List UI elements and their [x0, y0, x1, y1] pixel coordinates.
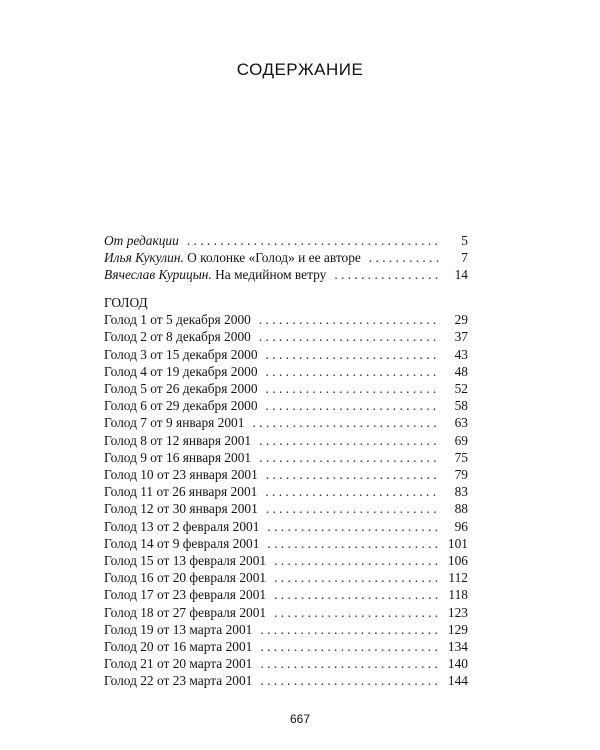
dot-leader — [265, 483, 440, 500]
toc-entry-title: Голод 2 от 8 декабря 2000 — [104, 329, 251, 345]
toc-entry-page: 52 — [454, 381, 468, 397]
toc-entry-page: 58 — [454, 398, 468, 414]
toc-entry-title: Голод 9 от 16 января 2001 — [104, 449, 252, 465]
toc-entry-title: Голод 6 от 29 декабря 2000 — [104, 398, 258, 414]
dot-leader — [260, 655, 440, 672]
toc-entry — [104, 518, 468, 535]
toc-entry-page: 75 — [454, 449, 468, 465]
dot-leader — [259, 432, 440, 449]
dot-leader — [266, 466, 440, 483]
toc-entry-page: 96 — [454, 518, 468, 534]
page-number: 667 — [289, 712, 311, 726]
toc-entry-page: 63 — [454, 415, 468, 431]
dot-leader — [266, 380, 440, 397]
toc-entry-title: Голод 18 от 27 февраля 2001 — [104, 604, 267, 620]
toc-entry-title-group — [104, 249, 361, 266]
toc-entry-title: Голод 19 от 13 марта 2001 — [104, 621, 253, 637]
toc-entry-page: 129 — [447, 621, 468, 637]
toc-entry-page: 123 — [447, 604, 468, 620]
toc-entry — [104, 672, 468, 689]
toc-entry — [104, 414, 468, 431]
dot-leader — [260, 621, 440, 638]
toc-entry — [104, 363, 468, 380]
toc-entry-page: 7 — [461, 250, 468, 266]
toc-entry-page: 101 — [447, 535, 468, 551]
dot-leader — [274, 552, 440, 569]
dot-leader — [266, 500, 440, 517]
dot-leader — [369, 249, 440, 266]
toc-entry — [104, 586, 468, 603]
toc-entry-title-group — [104, 266, 326, 283]
toc-entry-title: Голод 7 от 9 января 2001 — [104, 415, 245, 431]
toc-entry — [104, 535, 468, 552]
dot-leader — [267, 535, 440, 552]
page-title: СОДЕРЖАНИЕ — [236, 60, 364, 79]
toc-entry-page: 37 — [454, 329, 468, 345]
toc-entry — [104, 346, 468, 363]
toc-entry-title: О колонке «Голод» и ее авторе — [183, 250, 361, 266]
toc-entry-title: Голод 1 от 5 декабря 2000 — [104, 312, 251, 328]
dot-leader — [274, 604, 440, 621]
toc-entry-title: Голод 12 от 30 января 2001 — [104, 501, 258, 517]
dot-leader — [259, 449, 440, 466]
toc-front-matter — [104, 232, 468, 284]
toc-entry-title: Голод 3 от 15 декабря 2000 — [104, 346, 258, 362]
toc-entry-page: 144 — [447, 673, 468, 689]
toc-entry-title: Голод 20 от 16 марта 2001 — [104, 639, 253, 655]
toc-entry-page: 48 — [454, 363, 468, 379]
toc-entry-page: 14 — [454, 267, 468, 283]
toc-entry-title: Голод 5 от 26 декабря 2000 — [104, 381, 258, 397]
toc-entry — [104, 655, 468, 672]
toc-entry — [104, 483, 468, 500]
dot-leader — [266, 363, 440, 380]
toc-entry-page: 112 — [448, 570, 468, 586]
toc-entry-title: От редакции — [104, 233, 179, 248]
dot-leader — [274, 586, 440, 603]
toc-entry-title: Голод 17 от 23 февраля 2001 — [104, 587, 267, 603]
toc-entry — [104, 638, 468, 655]
toc-entry-title: Голод 13 от 2 февраля 2001 — [104, 518, 260, 534]
toc-entry — [104, 604, 468, 621]
toc-entry — [104, 466, 468, 483]
toc-entry — [104, 552, 468, 569]
toc-entry — [104, 621, 468, 638]
toc-entry-title: Голод 8 от 12 января 2001 — [104, 432, 252, 448]
toc-entry-title: Голод 22 от 23 марта 2001 — [104, 673, 253, 689]
toc-entry-author: Вячеслав Курицын. — [104, 267, 212, 283]
dot-leader — [266, 397, 440, 414]
dot-leader — [187, 232, 440, 249]
dot-leader — [334, 266, 440, 283]
toc-entry-page: 118 — [448, 587, 468, 603]
dot-leader — [267, 518, 440, 535]
toc-entry-page: 88 — [454, 501, 468, 517]
toc-entry-title: На медийном ветру — [211, 267, 327, 283]
section-heading: ГОЛОД — [104, 295, 148, 310]
toc-entry-page: 134 — [447, 639, 468, 655]
toc-entry-page: 140 — [447, 656, 468, 672]
toc-entry-page: 106 — [447, 553, 468, 569]
dot-leader — [259, 328, 440, 345]
toc-entry-page: 79 — [454, 467, 468, 483]
toc-entry-title: Голод 15 от 13 февраля 2001 — [104, 553, 267, 569]
toc-entry — [104, 449, 468, 466]
toc-entry-list — [104, 311, 468, 689]
toc-entry — [104, 569, 468, 586]
toc-entry-page: 83 — [454, 484, 468, 500]
toc-entry-author: Илья Кукулин. — [104, 250, 184, 266]
toc-entry-editorial — [104, 232, 468, 249]
toc-entry-page: 5 — [461, 233, 468, 248]
toc-entry-title: Голод 16 от 20 февраля 2001 — [104, 570, 267, 586]
dot-leader — [259, 311, 440, 328]
toc-section-golod — [104, 294, 468, 690]
toc-entry-title: Голод 11 от 26 января 2001 — [104, 484, 258, 500]
toc-entry — [104, 432, 468, 449]
toc-entry-page: 29 — [454, 312, 468, 328]
dot-leader — [260, 672, 440, 689]
toc-entry-title: Голод 21 от 20 марта 2001 — [104, 656, 253, 672]
toc-entry-title: Голод 4 от 19 декабря 2000 — [104, 363, 258, 379]
toc-entry — [104, 500, 468, 517]
toc-entry-title: Голод 14 от 9 февраля 2001 — [104, 535, 260, 551]
toc-entry — [104, 311, 468, 328]
toc-entry-title: Голод 10 от 23 января 2001 — [104, 467, 258, 483]
toc-entry-page: 69 — [454, 432, 468, 448]
toc-entry-kukulin — [104, 249, 468, 266]
toc-entry-page: 43 — [454, 346, 468, 362]
dot-leader — [252, 414, 440, 431]
toc-entry-kuritsyn — [104, 266, 468, 283]
toc-entry — [104, 328, 468, 345]
toc-entry — [104, 397, 468, 414]
dot-leader — [266, 346, 440, 363]
dot-leader — [260, 638, 440, 655]
toc-entry — [104, 380, 468, 397]
dot-leader — [274, 569, 440, 586]
